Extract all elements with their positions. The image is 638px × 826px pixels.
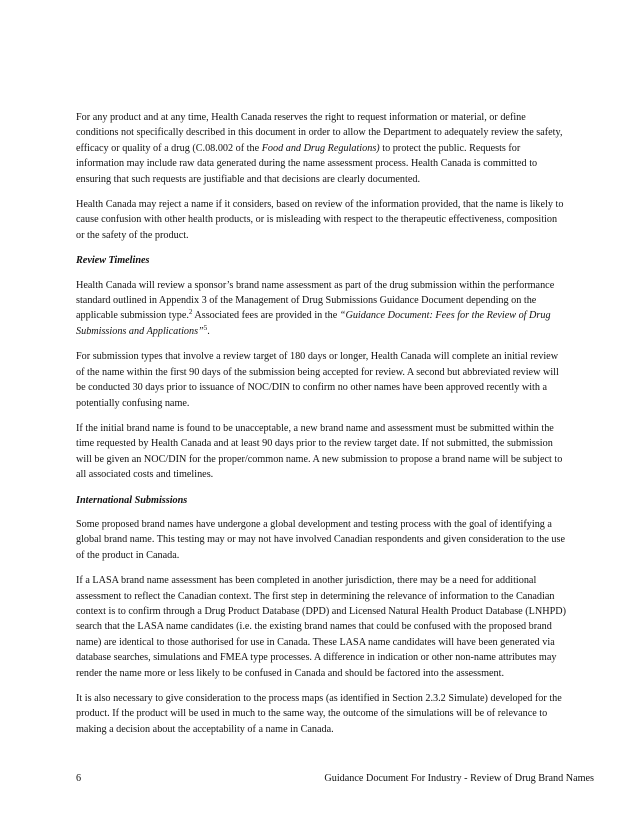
- text-span: For any product and at any time, Health Canada reserves the right to request information or material, or define conditions not specifically described in this document in order to allow the Department to adequately review the safety, efficacy or quality of a drug (C.08.002 of the: [76, 112, 563, 154]
- document-body: [76, 110, 566, 747]
- paragraph-process-maps: It is also necessary to give consideration to the process maps (as identified in Section 2.3.2 Simulate) developed for the product. If the product will be used in much to the same way, the outcome of the simulations will be of relevance to making a decision about the acceptability of a name in Canada.: [76, 693, 562, 735]
- paragraph-lasa-assessment: If a LASA brand name assessment has been completed in another jurisdiction, there may be a need for additional assessment to reflect the Canadian context. The first step in determining the relevance of information to the Canadian context is to confirm through a Drug Product Database (DPD) and Licensed Natural Health Product Database (LNHPD) search that the LASA name candidates (i.e. the existing brand names that could be confused with the proposed brand name) are identical to those authorised for use in Canada. These LASA name candidates will have been generated via database searches, simulations and FMEA type processes. A difference in indication or other non-name attributes may render the name more or less likely to be confused in Canada and should be factored into the assessment.: [76, 575, 566, 679]
- page-number: 6: [76, 773, 82, 784]
- heading-international-submissions: International Submissions: [76, 494, 188, 506]
- footnote-ref: 2: [188, 308, 193, 317]
- paragraph-global-testing: Some proposed brand names have undergone a global development and testing process with the goal of identifying a global brand name. This testing may or may not have involved Canadian respondents and given consideration to the use of the product in Canada.: [76, 518, 565, 561]
- paragraph-review-performance: [76, 278, 566, 340]
- paragraph-name-rejection: Health Canada may reject a name if it considers, based on review of the information provided, that the name is likely to cause confusion with other health products, or is misleading with respect to the therapeutic effectiveness, composition or the safety of the product.: [76, 199, 564, 241]
- text-span: Associated fees are provided in the: [192, 310, 340, 322]
- fees-guidance-title: “Guidance Document: Fees for the Review of Drug Submissions and Applications”: [76, 310, 551, 337]
- regulation-citation: Food and Drug Regulations): [261, 142, 380, 154]
- heading-review-timelines: Review Timelines: [76, 255, 150, 267]
- footnote-ref: 5: [203, 323, 208, 332]
- text-span: .: [207, 325, 210, 337]
- paragraph-information-requests: [76, 110, 566, 187]
- footer-title: Guidance Document For Industry - Review of Drug Brand Names: [324, 773, 594, 784]
- text-span: Health Canada will review a sponsor’s brand name assessment as part of the drug submission within the performance standard outlined in Appendix 3 of the Management of Drug Submissions Guidance Document depending on the applicable submission type.: [76, 279, 555, 322]
- text-span: to protect the public. Requests for information may include raw data generated during the name assessment process. Health Canada is committed to ensuring that such requests are justifiable and that decisions are clearly documented.: [76, 142, 538, 185]
- paragraph-review-target: For submission types that involve a review target of 180 days or longer, Health Canada will complete an initial review of the name within the first 90 days of the submission being accepted for review. A second but abbreviated review will be conducted 30 days prior to issuance of NOC/DIN to confirm no other names have been approved recently with a potentially confusing name.: [76, 351, 559, 409]
- page-footer: [76, 773, 594, 784]
- paragraph-unacceptable-name: If the initial brand name is found to be unacceptable, a new brand name and assessment must be submitted within the time requested by Health Canada and at least 90 days prior to the review target date. If not submitted, the submission will be given an NOC/DIN for the proper/common name. A new submission to propose a brand name will be subject to all associated costs and timelines.: [76, 422, 563, 481]
